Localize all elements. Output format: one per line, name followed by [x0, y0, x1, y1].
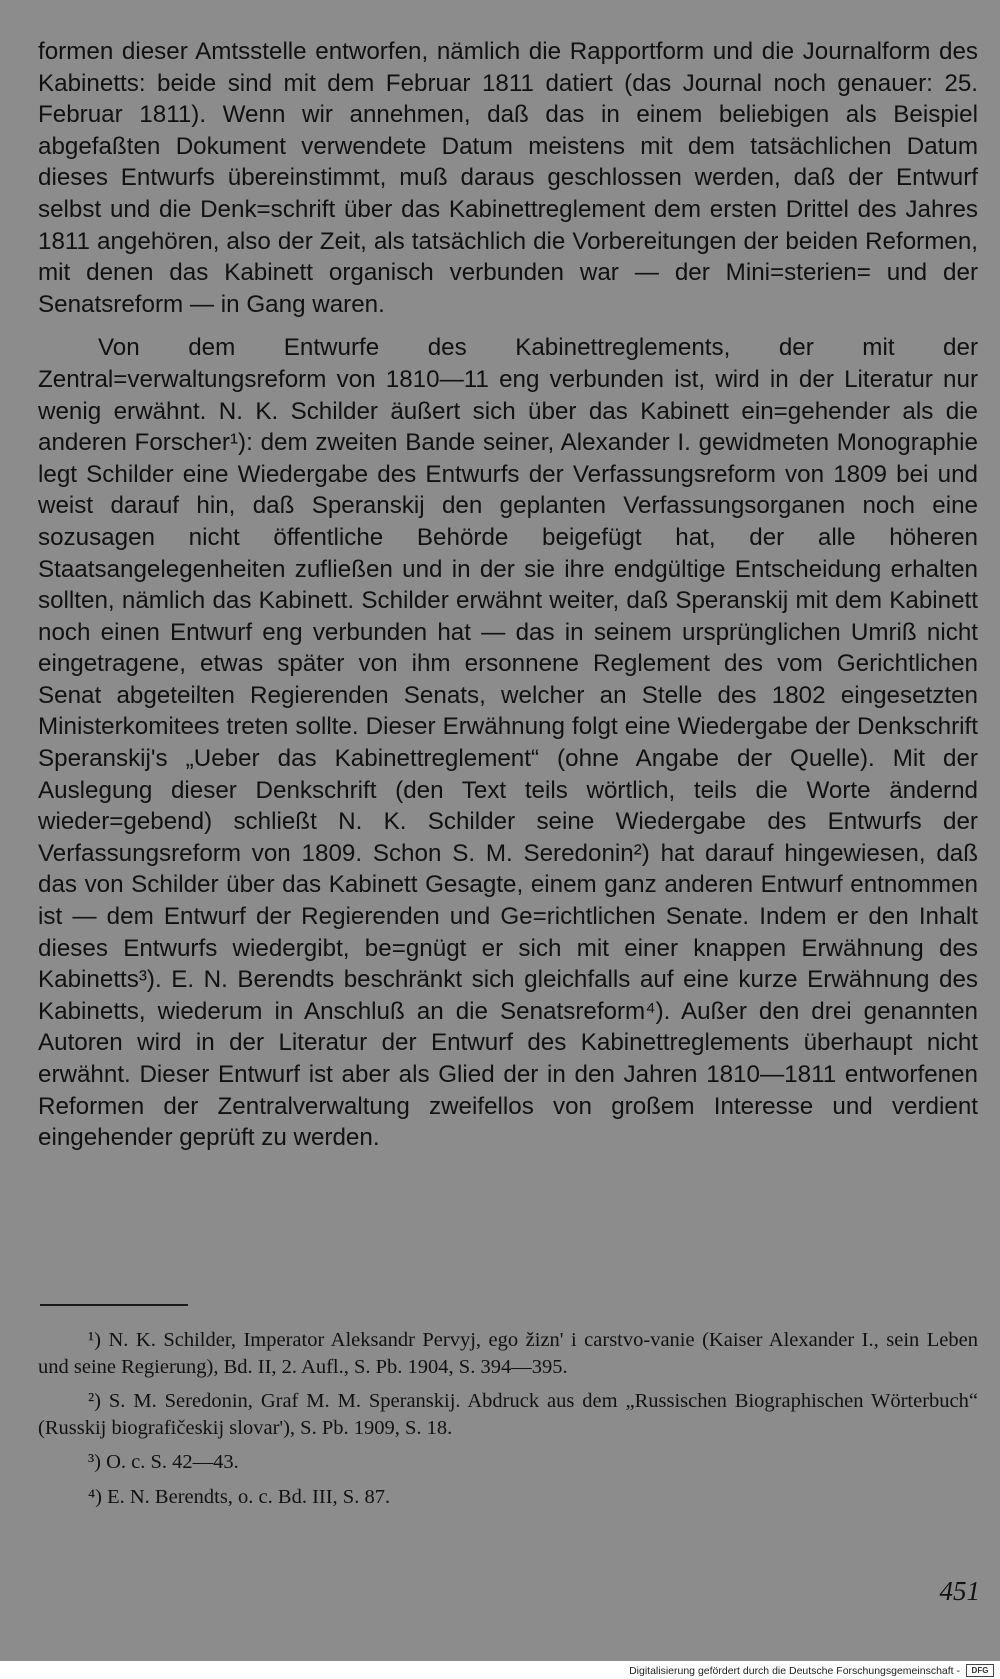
- digitization-credit: Digitalisierung gefördert durch die Deutsche Forschungsgemeinschaft -: [629, 1665, 960, 1677]
- digitization-credit-bar: [0, 1661, 1000, 1679]
- footnote-1: ¹) N. K. Schilder, Imperator Aleksandr Pervyj, ego žizn' i carstvo-vanie (Kaiser Alexander I., sein Leben und seine Regierung), Bd. II, 2. Aufl., S. Pb. 1904, S. 394—395.: [38, 1329, 978, 1378]
- paragraph-1: formen dieser Amtsstelle entworfen, nämlich die Rapportform und die Journalform des Kabinetts: beide sind mit dem Februar 1811 datiert (das Journal noch genauer: 25. Februar 1811). Wenn wir annehmen, daß das in einem beliebigen als Beispiel abgefaßten Dokument verwendete Datum meistens mit dem tatsächlichen Datum dieses Entwurfs übereinstimmt, muß daraus geschlossen werden, daß der Entwurf selbst und die Denk=schrift über das Kabinettreglement dem ersten Drittel des Jahres 1811 angehören, also der Zeit, als tatsächlich die Vorbereitungen der beiden Reformen, mit denen das Kabinett organisch verbunden war — der Mini=sterien= und der Senatsreform — in Gang waren.: [38, 38, 978, 318]
- paragraph-2: Von dem Entwurfe des Kabinettreglements, der mit der Zentral=verwaltungsreform von 1810—11 eng verbunden ist, wird in der Literatur nur wenig erwähnt. N. K. Schilder äußert sich über das Kabinett ein=gehender als die anderen Forscher¹): dem zweiten Bande seiner, Alexander I. gewidmeten Monographie legt Schilder eine Wiedergabe des Entwurfs der Verfassungsreform von 1809 bei und weist darauf hin, daß Speranskij den geplanten Verfassungsorganen noch eine sozusagen nicht öffentliche Behörde beigefügt hat, der alle höheren Staatsangelegenheiten zufließen und in der sie ihre endgültige Entscheidung erhalten sollten, nämlich das Kabinett. Schilder erwähnt weiter, daß Speranskij mit dem Kabinett noch einen Entwurf eng verbunden hat — das in seinem ursprünglichen Umriß nicht eingetragene, etwas später von ihm ersonnene Reglement des vom Gerichtlichen Senat abgeteilten Regierenden Senats, welcher an Stelle des 1802 eingesetzten Ministerkomitees treten sollte. Dieser Erwähnung folgt eine Wiedergabe der Denkschrift Speranskij's „Ueber das Kabinettreglement“ (ohne Angabe der Quelle). Mit der Auslegung dieser Denkschrift (den Text teils wörtlich, teils die Worte ändernd wieder=gebend) schließt N. K. Schilder seine Wiedergabe des Entwurfs der Verfassungsreform von 1809. Schon S. M. Seredonin²) hat darauf hingewiesen, daß das von Schilder über das Kabinett Gesagte, einem ganz anderen Entwurf entnommen ist — dem Entwurf der Regierenden und Ge=richtlichen Senate. Indem er den Inhalt dieses Entwurfs wiedergibt, be=gnügt er sich mit einer knappen Erwähnung des Kabinetts³). E. N. Berendts beschränkt sich gleichfalls auf eine kurze Erwähnung des Kabinetts, wiederum in Anschluß an die Senatsreform⁴). Außer den drei genannten Autoren wird in der Literatur der Entwurf des Kabinettreglements überhaupt nicht erwähnt. Dieser Entwurf ist aber als Glied der in den Jahren 1810—1811 entworfenen Reformen der Zentralverwaltung zweifellos von großem Interesse und verdient eingehender geprüft zu werden.: [38, 334, 978, 1152]
- footnote-separator: [40, 1304, 188, 1306]
- page-number: 451: [939, 1576, 980, 1606]
- footnote-4: ⁴) E. N. Berendts, o. c. Bd. III, S. 87.: [88, 1485, 391, 1508]
- body-text: [38, 36, 978, 1154]
- dfg-logo-icon: DFG: [966, 1664, 994, 1677]
- footnotes: [38, 1327, 978, 1518]
- footnote-2: ²) S. M. Seredonin, Graf M. M. Speranskij. Abdruck aus dem „Russischen Biographischen Wörterbuch“ (Russkij biografičeskij slovar'), S. Pb. 1909, S. 18.: [38, 1390, 978, 1439]
- footnote-3: ³) O. c. S. 42—43.: [88, 1451, 239, 1473]
